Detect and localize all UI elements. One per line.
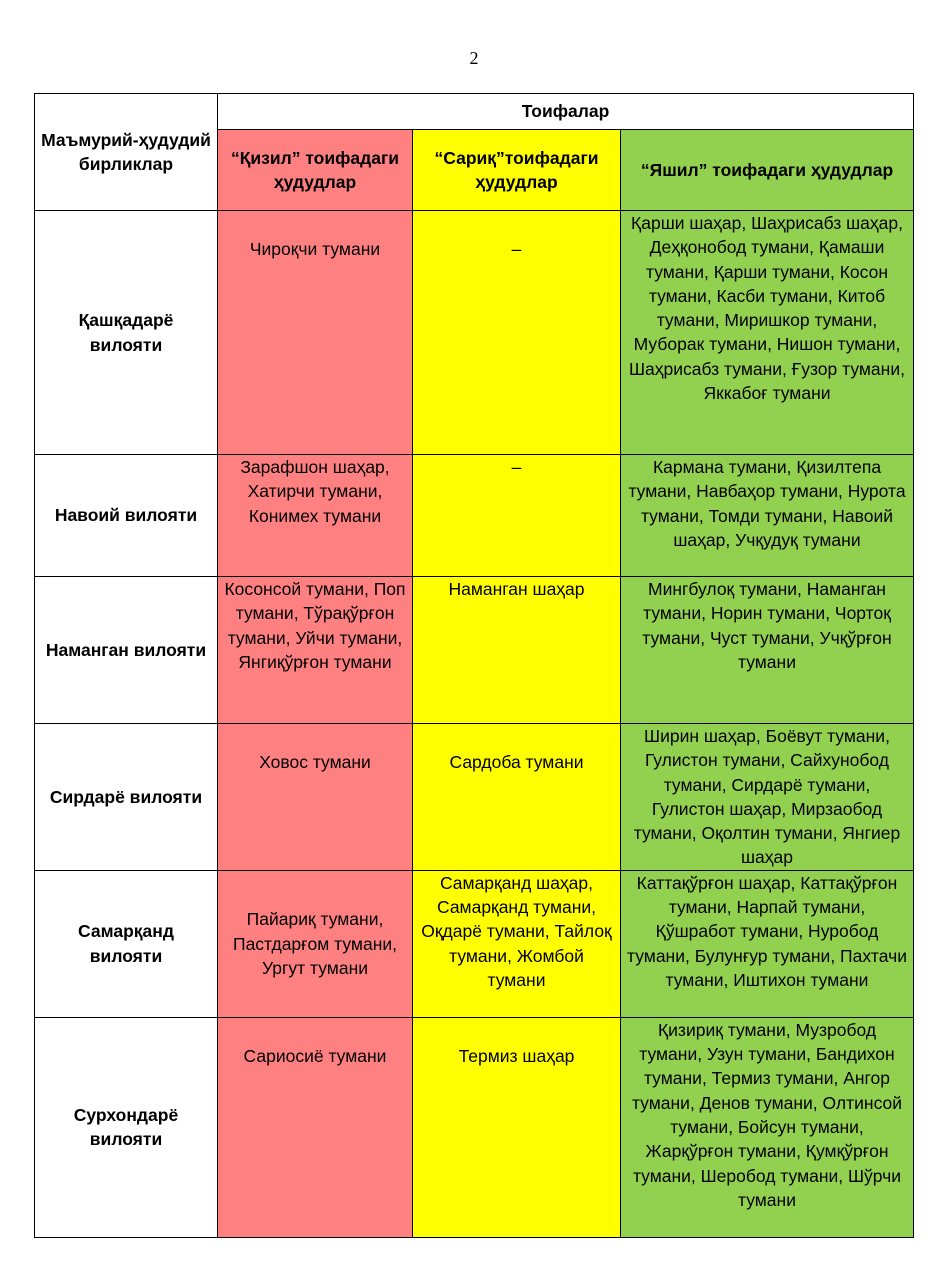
green-districts: Қизириқ тумани, Музробод тумани, Узун тумани, Бандихон тумани, Термиз тумани, Ангор тумани, Денов тумани, Олтинсой тумани, Бойсун тумани, Жарқўрғон тумани, Қумқўрғон тумани, Шеробод тумани, Шўрчи тумани [621,1017,914,1237]
yellow-districts-text: – [511,239,522,259]
yellow-districts-text: Термиз шаҳар [458,1045,575,1066]
red-districts [218,1017,413,1237]
red-districts: Зарафшон шаҳар, Хатирчи тумани, Конимех тумани [218,455,413,577]
red-districts [218,211,413,455]
red-districts [218,724,413,871]
header-yellow-label: “Сариқ”тоифадаги ҳудудлар [434,147,599,192]
region-name: Қашқадарё вилояти [35,211,218,455]
red-districts: Косонсой тумани, Поп тумани, Тўрақўрғон тумани, Уйчи тумани, Янгиқўрғон тумани [218,577,413,724]
region-name: Самарқанд вилояти [35,870,218,1017]
yellow-districts [413,1017,621,1237]
header-red-label: “Қизил” тоифадаги ҳудудлар [230,147,400,192]
header-categories: Тоифалар [218,94,914,130]
region-name: Навоий вилояти [35,455,218,577]
region-name: Сурхондарё вилояти [35,1017,218,1237]
yellow-districts: – [413,455,621,577]
page-number: 2 [469,48,479,68]
categories-table [34,93,914,1238]
green-districts: Мингбулоқ тумани, Наманган тумани, Норин тумани, Чортоқ тумани, Чуст тумани, Учқўрғон тумани [621,577,914,724]
yellow-districts [413,211,621,455]
red-districts-text: Сариосиё тумани [243,1045,387,1066]
green-districts: Ширин шаҳар, Боёвут тумани, Гулистон тумани, Сайхунобод тумани, Сирдарё тумани, Гулистон шаҳар, Мирзаобод тумани, Оқолтин тумани, Янгиер шаҳар [621,724,914,871]
yellow-districts [413,724,621,871]
table-row [35,455,914,577]
header-green-category [621,130,914,211]
red-districts-text: Ховос тумани [259,752,371,772]
yellow-districts-text: Сардоба тумани [449,752,584,772]
header-red-category [218,130,413,211]
table-row [35,211,914,455]
region-name: Сирдарё вилояти [35,724,218,871]
header-admin-units: Маъмурий-ҳудудий бирликлар [35,94,218,211]
header-green-label: “Яшил” тоифадаги ҳудудлар [640,159,894,180]
table-row [35,870,914,1017]
yellow-districts: Наманган шаҳар [413,577,621,724]
table-row [35,577,914,724]
green-districts: Кармана тумани, Қизилтепа тумани, Навбаҳор тумани, Нурота тумани, Томди тумани, Навоий шаҳар, Учқудуқ тумани [621,455,914,577]
header-yellow-category [413,130,621,211]
yellow-districts: Самарқанд шаҳар, Самарқанд тумани, Оқдарё тумани, Тайлоқ тумани, Жомбой тумани [413,870,621,1017]
green-districts: Қарши шаҳар, Шаҳрисабз шаҳар, Деҳқонобод тумани, Қамаши тумани, Қарши тумани, Косон тумани, Касби тумани, Китоб тумани, Миришкор тумани, Муборак тумани, Нишон тумани, Шаҳрисабз тумани, Ғузор тумани, Яккабоғ тумани [621,211,914,455]
table-row [35,724,914,871]
red-districts: Пайариқ тумани, Пастдарғом тумани, Ургут тумани [218,870,413,1017]
table-row [35,1017,914,1237]
region-name: Наманган вилояти [35,577,218,724]
green-districts: Каттақўрғон шаҳар, Каттақўрғон тумани, Нарпай тумани, Қўшработ тумани, Нуробод тумани, Булунғур тумани, Пахтачи тумани, Иштихон тумани [621,870,914,1017]
red-districts-text: Чироқчи тумани [249,239,381,259]
